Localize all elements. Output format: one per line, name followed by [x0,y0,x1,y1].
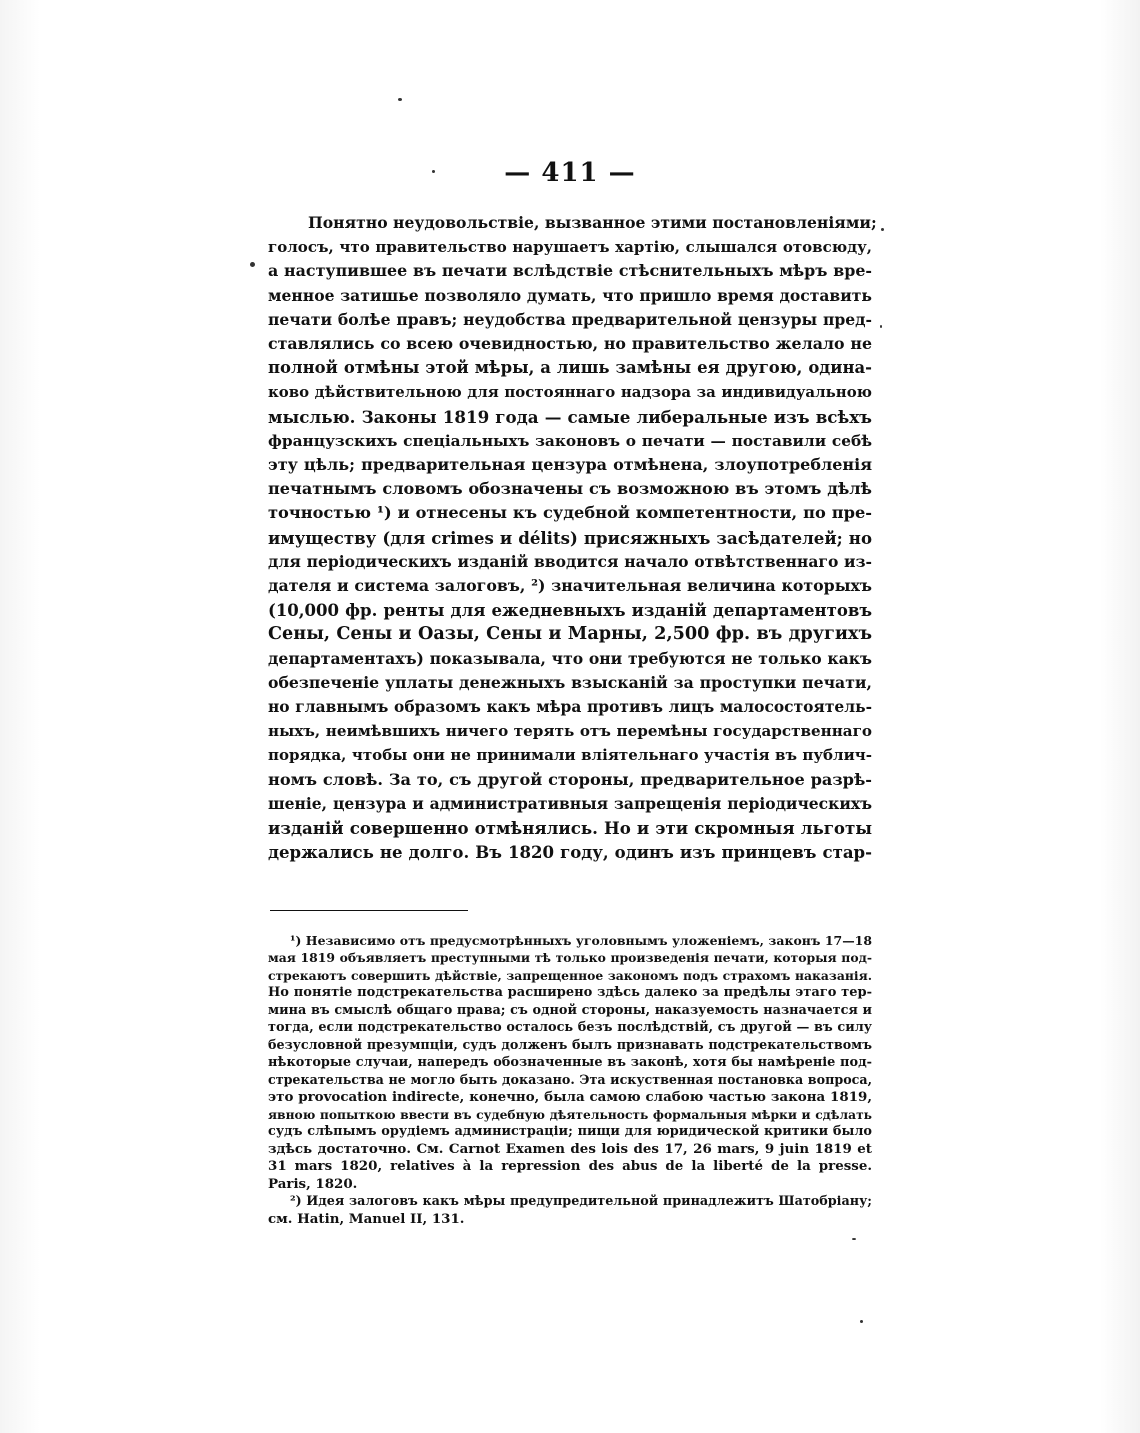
text-line: точностью ¹) и отнесены къ судебной компетентности, по пре- [268,503,872,523]
text-line: имуществу (для crimes и délits) присяжныхъ засѣдателей; но [268,527,872,548]
scan-speck [398,98,402,101]
text-line: номъ словѣ. За то, съ другой стороны, предварительное разрѣ- [268,769,872,789]
text-line: эту цѣль; предварительная цензура отмѣнена, злоупотребленія [268,455,872,475]
footnote-line: ¹) Независимо отъ предусмотрѣнныхъ уголовнымъ уложеніемъ, законъ 17—18 [290,933,872,948]
footnote-line: стрекаютъ совершить дѣйствіе, запрещенное закономъ подъ страхомъ наказанія. [268,967,872,983]
footnote-line: нѣкоторые случаи, напередъ обозначенные въ законѣ, хотя бы намѣреніе под- [268,1054,872,1070]
text-line: шеніе, цензура и административныя запрещенія періодическихъ [268,793,872,813]
text-line: для періодическихъ изданій вводится начало отвѣтственнаго из- [268,551,872,571]
scan-speck [852,1238,856,1240]
text-line: ныхъ, неимѣвшихъ ничего терять отъ перемѣны государственнаго [268,722,872,741]
footnotes [268,932,872,1228]
footnote-separator [270,910,468,911]
text-line: голосъ, что правительство нарушаетъ хартію, слышался отовсюду, [268,238,872,257]
scan-speck [860,1320,863,1323]
scan-speck [250,262,255,267]
text-line: французскихъ спеціальныхъ законовъ о печати — поставили себѣ [268,431,872,450]
text-line: ково дѣйствительною для постояннаго надзора за индивидуальною [268,383,872,402]
text-line: Сены, Сены и Оазы, Сены и Марны, 2,500 фр. въ другихъ [268,623,872,645]
text-line: обезпеченіе уплаты денежныхъ взысканій за проступки печати, [268,672,872,692]
text-line: полной отмѣны этой мѣры, а лишь замѣны ея другою, одина- [268,358,872,378]
text-line: (10,000 фр. ренты для ежедневныхъ изданій департаментовъ [268,600,872,621]
text-line: но главнымъ образомъ какъ мѣра противъ лицъ малосостоятель- [268,698,872,717]
footnote-line: судъ слѣпымъ орудіемъ администраціи; пищи для юридической критики было [268,1124,872,1140]
text-line: изданій совершенно отмѣнялись. Но и эти скромныя льготы [268,818,872,839]
footnote-line: здѣсь достаточно. См. Carnot Examen des lois des 17, 26 mars, 9 juin 1819 et [268,1140,872,1157]
text-line: ставлялись со всею очевидностью, но правительство желало не [268,334,872,354]
footnote-line: мая 1819 объявляетъ преступными тѣ только произведенія печати, которыя под- [268,950,872,966]
footnote-line: стрекательства не могло быть доказано. Эта искуственная постановка вопроса, [268,1072,872,1088]
footnote-line: это provocation indirecte, конечно, была самою слабою частью закона 1819, [268,1088,872,1105]
text-line: печати болѣе правъ; неудобства предварительной цензуры пред- [268,309,872,329]
scan-speck [880,325,882,328]
footnote-line: мина въ смыслѣ общаго права; съ одной стороны, наказуемость назначается и [268,1002,872,1018]
scan-speck [881,228,884,231]
footnote-line: см. Hatin, Manuel II, 131. [268,1210,465,1227]
text-line: департаментахъ) показывала, что они требуются не только какъ [268,648,872,668]
text-line: печатнымъ словомъ обозначены съ возможною въ этомъ дѣлѣ [268,479,872,499]
text-line: менное затишье позволяло думать, что пришло время доставить [268,285,872,305]
footnote-line: явною попыткою ввести въ судебную дѣятельность формальныя мѣрки и сдѣлать [268,1107,872,1123]
footnote-line: тогда, если подстрекательство осталось безъ послѣдствій, съ другой — въ силу [268,1020,872,1036]
footnote-line: 31 mars 1820, relatives à la repression des abus de la liberté de la presse. [268,1158,872,1175]
text-line: мыслью. Законы 1819 года — самые либеральные изъ всѣхъ [268,406,872,427]
body-text [268,211,877,864]
text-line: держались не долго. Въ 1820 году, одинъ изъ принцевъ стар- [268,842,872,863]
footnote-line: Но понятіе подстрекательства расширено здѣсь далеко за предѣлы этаго тер- [268,985,872,1001]
text-line: Понятно неудовольствіе, вызванное этими постановленіями; [308,213,877,232]
page-number: — 411 — [504,158,636,188]
footnote-line: безусловной презумпціи, судъ долженъ былъ признавать подстрекательствомъ [268,1037,872,1053]
footnote-line: Paris, 1820. [268,1175,358,1192]
text-line: а наступившее въ печати вслѣдствіе стѣснительныхъ мѣръ вре- [268,261,872,281]
text-line: порядка, чтобы они не принимали вліятельнаго участія въ публич- [268,746,872,765]
footnote-line: ²) Идея залоговъ какъ мѣры предупредительной принадлежитъ Шатобріану; [290,1194,872,1210]
text-line: дателя и система залоговъ, ²) значительная величина которыхъ [268,576,872,596]
